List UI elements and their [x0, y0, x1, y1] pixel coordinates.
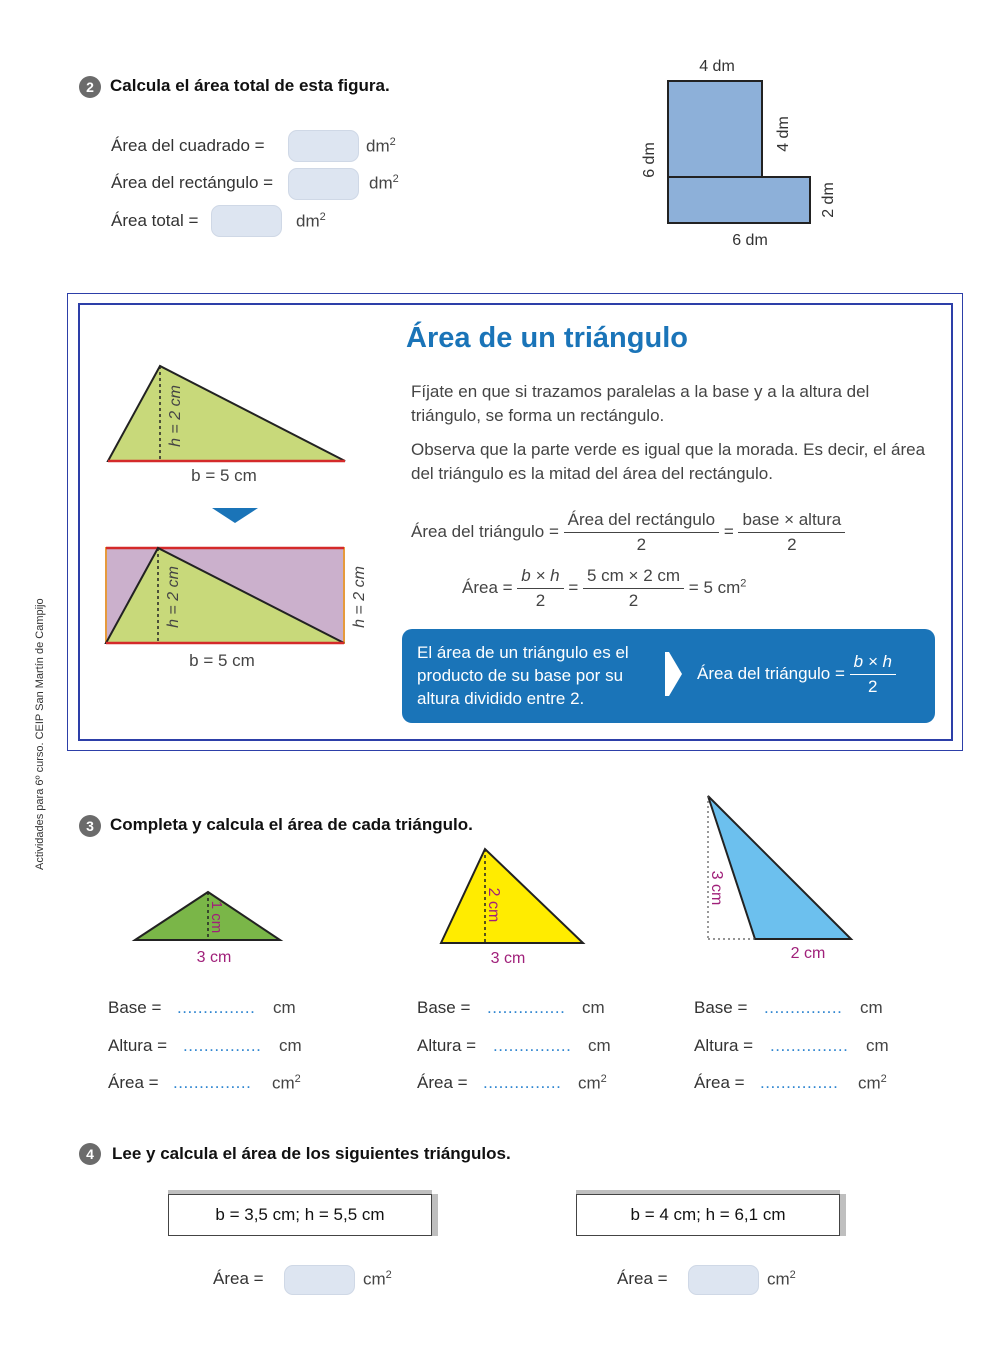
q2-label-rectangulo: Área del rectángulo =: [111, 173, 274, 192]
q2-dim-right: 2 dm: [820, 182, 837, 218]
q4-title: Lee y calcula el área de los siguientes triángulos.: [112, 1144, 511, 1163]
theory-title: Área de un triángulo: [406, 322, 688, 354]
q3-triangle-1: [130, 885, 290, 970]
theory-triangle-figure: [100, 358, 360, 493]
q3-c2-area-label: Área =: [417, 1073, 468, 1092]
theory-rule-text: El área de un triángulo es el producto de su base por su altura dividido entre 2.: [417, 643, 629, 708]
q3-c1-area-input[interactable]: ...............: [173, 1073, 252, 1092]
theory-formula-2: Área = $\frac{b \times h}{2}$ = $\frac{5 cm \times 2 cm}{2}$ = 5 $cm^2$: [462, 566, 747, 610]
q3-c3-base-input[interactable]: ...............: [764, 998, 843, 1017]
q2-title: Calcula el área total de esta figura.: [110, 76, 390, 95]
q3-c1-altura-input[interactable]: ...............: [183, 1036, 262, 1055]
q3-c2-area-input[interactable]: ...............: [483, 1073, 562, 1092]
q3-t1-height: 1 cm: [208, 900, 225, 934]
q4-number: 4: [79, 1143, 101, 1165]
q3-t2-base: 3 cm: [490, 950, 526, 967]
q3-c3-base-unit: cm: [860, 998, 883, 1017]
q2-dim-inner: 4 dm: [775, 116, 792, 152]
theory-arrow-down-icon: [212, 508, 258, 524]
q3-c3-altura-label: Altura =: [694, 1036, 754, 1055]
q2-answer-rectangulo[interactable]: [288, 168, 359, 200]
q4-answer-1[interactable]: [284, 1265, 355, 1295]
q3-c3-area-input[interactable]: ...............: [760, 1073, 839, 1092]
q3-c2-altura-label: Altura =: [417, 1036, 477, 1055]
q4-area-label-2: Área =: [617, 1269, 668, 1288]
q3-c2-altura-unit: cm: [588, 1036, 611, 1055]
q4-area-label-1: Área =: [213, 1269, 264, 1288]
theory-rule-formula: Área del triángulo = $\frac{b \times h}{2}$: [697, 652, 896, 697]
theory-base-label: b = 5 cm: [191, 466, 257, 485]
q2-label-cuadrado: Área del cuadrado =: [111, 136, 265, 155]
q2-number: 2: [79, 76, 101, 98]
q3-c1-altura-label: Altura =: [108, 1036, 168, 1055]
q2-l-shape-figure: [630, 50, 850, 255]
q4-data-2: b = 4 cm; h = 6,1 cm: [630, 1205, 786, 1224]
q2-answer-total[interactable]: [211, 205, 282, 237]
theory-side-label: h = 2 cm: [351, 566, 368, 628]
q2-unit-cuadrado: $dm^2$: [366, 136, 396, 156]
q3-c3-base-label: Base =: [694, 998, 748, 1017]
q3-c3-area-label: Área =: [694, 1073, 745, 1092]
theory-base-label-2: b = 5 cm: [189, 651, 255, 670]
q3-c1-area-label: Área =: [108, 1073, 159, 1092]
q3-c1-base-label: Base =: [108, 998, 162, 1017]
q3-t3-height: 3 cm: [708, 870, 725, 906]
theory-green-triangle: [108, 366, 345, 461]
q2-unit-rectangulo: $dm^2$: [369, 173, 399, 193]
q4-answer-2[interactable]: [688, 1265, 759, 1295]
q3-t3-base: 2 cm: [790, 945, 826, 962]
q3-c1-area-unit: $cm^2$: [272, 1073, 301, 1093]
q3-triangle-3: [700, 790, 865, 970]
q2-answer-cuadrado[interactable]: [288, 130, 359, 162]
theory-formula-1: Área del triángulo = $\frac{\text{Área del rectángulo}}{2}$ = $\frac{\text{base × altura}}{2}$: [411, 510, 845, 555]
q3-c3-altura-unit: cm: [866, 1036, 889, 1055]
q3-t2-height: 2 cm: [485, 887, 502, 923]
theory-height-label-2: h = 2 cm: [165, 566, 182, 628]
theory-rule-arrow-icon: [665, 652, 683, 696]
q3-title: Completa y calcula el área de cada triángulo.: [110, 815, 473, 834]
q3-number: 3: [79, 815, 101, 837]
q2-unit-total: $dm^2$: [296, 211, 326, 231]
q3-c2-base-unit: cm: [582, 998, 605, 1017]
q2-dim-left: 6 dm: [641, 142, 658, 178]
q2-dim-top: 4 dm: [699, 58, 735, 75]
q2-square: [668, 81, 762, 177]
q2-rectangle: [668, 177, 810, 223]
sidebar-credit: Actividades para 6º curso. CEIP San Martín de Campijo: [34, 598, 46, 870]
theory-rectangle-figure: [100, 540, 380, 675]
q4-unit-2: $cm^2$: [767, 1269, 796, 1289]
q4-data-box-1: [168, 1194, 432, 1236]
theory-height-label: h = 2 cm: [167, 385, 184, 447]
q3-c2-base-input[interactable]: ...............: [487, 998, 566, 1017]
q3-c3-altura-input[interactable]: ...............: [770, 1036, 849, 1055]
q3-triangle-2: [435, 843, 595, 971]
q3-c1-base-input[interactable]: ...............: [177, 998, 256, 1017]
q3-c3-area-unit: $cm^2$: [858, 1073, 887, 1093]
q4-data-1: b = 3,5 cm; h = 5,5 cm: [215, 1205, 385, 1224]
theory-para1: Fíjate en que si trazamos paralelas a la base y a la altura del triángulo, se forma un rectángulo.: [411, 382, 870, 425]
q3-c1-altura-unit: cm: [279, 1036, 302, 1055]
q2-dim-bottom: 6 dm: [732, 232, 768, 249]
q3-t1-base: 3 cm: [196, 949, 232, 966]
q2-label-total: Área total =: [111, 211, 199, 230]
q3-c2-area-unit: $cm^2$: [578, 1073, 607, 1093]
q3-c1-base-unit: cm: [273, 998, 296, 1017]
q4-unit-1: $cm^2$: [363, 1269, 392, 1289]
q3-c2-base-label: Base =: [417, 998, 471, 1017]
theory-para2: Observa que la parte verde es igual que la morada. Es decir, el área del triángulo es la mitad del área del rectángulo.: [411, 440, 926, 483]
q3-c2-altura-input[interactable]: ...............: [493, 1036, 572, 1055]
q4-data-box-2: [576, 1194, 840, 1236]
